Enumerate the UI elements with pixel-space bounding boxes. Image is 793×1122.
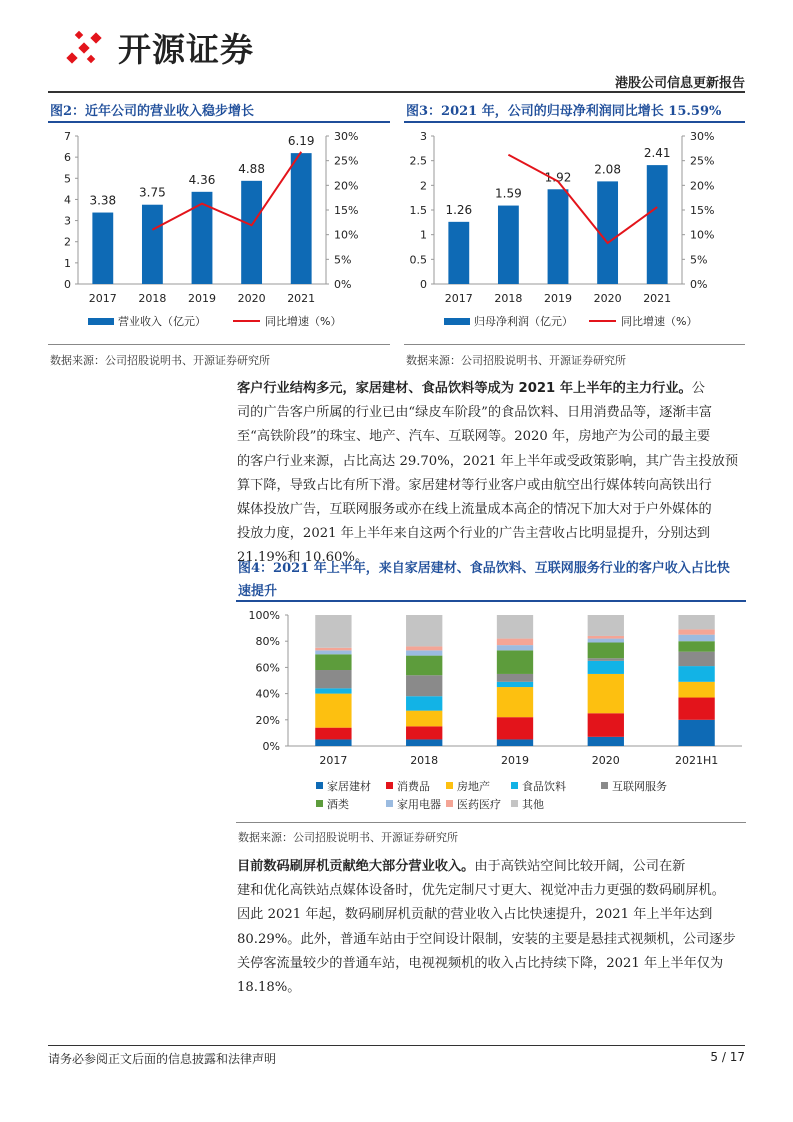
y-tick-label-left: 7 <box>64 130 71 143</box>
paragraph-line: 建和优化高铁站点媒体设备时，优先定制尺寸更大、视觉冲击力更强的数码刷屏机。 <box>237 883 725 899</box>
x-tick-label: 2020 <box>593 292 622 305</box>
legend-label: 医药医疗 <box>457 798 501 811</box>
y-tick-label-left: 0 <box>420 278 427 291</box>
x-tick-label: 2017 <box>88 292 117 305</box>
page-number: 5 / 17 <box>710 1050 745 1064</box>
footer-rule <box>48 1045 745 1046</box>
y-tick-label-left: 1 <box>420 228 427 242</box>
fig4-chart <box>236 603 746 821</box>
legend-label: 食品饮料 <box>522 780 566 793</box>
x-tick-label: 2018 <box>494 292 523 305</box>
fig4-title-line1: 图4：2021 年上半年，来自家居建材、食品饮料、互联网服务行业的客户收入占比快 <box>238 561 730 576</box>
paragraph-line <box>237 855 747 879</box>
stack-segment-酒类 <box>497 650 533 674</box>
paragraph-line <box>237 377 747 401</box>
growth-line <box>508 155 657 243</box>
x-tick-label: 2019 <box>544 292 572 305</box>
paragraph-line: 21.19%和 10.60%。 <box>237 550 369 566</box>
stack-segment-酒类 <box>315 654 351 670</box>
paragraph-line: 80.29%。此外，普通车站由于空间设计限制，安装的主要是悬挂式视频机，公司逐步 <box>237 931 736 947</box>
bar <box>448 222 469 284</box>
legend-swatch <box>386 782 393 789</box>
legend-label: 房地产 <box>457 780 490 793</box>
stack-segment-家居建材 <box>497 739 533 746</box>
bar-value-label: 1.26 <box>445 202 473 217</box>
stack-segment-家用电器 <box>497 645 533 650</box>
legend-swatch <box>511 782 518 789</box>
bar-value-label: 4.36 <box>188 172 216 187</box>
y-tick-label-right: 10% <box>690 228 715 242</box>
paragraph-lead-tail: 公 <box>691 381 705 396</box>
y-tick-label: 80% <box>255 635 280 649</box>
legend-label: 消费品 <box>397 780 430 793</box>
bar-value-label: 6.19 <box>287 134 315 149</box>
stack-segment-互联网服务 <box>315 670 351 688</box>
stack-segment-家用电器 <box>406 650 442 655</box>
legend-label: 互联网服务 <box>612 780 667 793</box>
paragraph-lead: 目前数码刷屏机贡献绝大部分营业收入。 <box>237 859 475 874</box>
header-rule <box>48 91 745 93</box>
paragraph-industry-mix <box>237 377 747 571</box>
bar <box>192 192 213 284</box>
paragraph-lead: 客户行业结构多元，家居建材、食品饮料等成为 2021 年上半年的主力行业。 <box>237 381 692 396</box>
stack-segment-消费品 <box>315 728 351 740</box>
stack-segment-食品饮料 <box>588 661 624 674</box>
stack-segment-酒类 <box>406 656 442 676</box>
legend-swatch <box>446 782 453 789</box>
legend-swatch-bar <box>444 318 470 325</box>
bar-value-label: 2.41 <box>643 146 671 161</box>
fig4-title-line2: 速提升 <box>238 584 278 599</box>
y-tick-label-left: 2.5 <box>409 154 427 168</box>
brand-logo <box>62 22 282 72</box>
legend-label: 营业收入（亿元） <box>118 315 206 328</box>
x-tick-label: 2017 <box>319 754 348 767</box>
y-tick-label-right: 10% <box>334 228 359 242</box>
y-tick-label-left: 0 <box>64 278 71 291</box>
bar-value-label: 1.59 <box>495 186 522 201</box>
stack-segment-家用电器 <box>678 635 714 642</box>
legend-swatch-bar <box>88 318 114 325</box>
fig4-chart-svg <box>236 603 746 821</box>
stack-segment-互联网服务 <box>678 652 714 666</box>
bar <box>647 165 668 284</box>
stack-segment-家居建材 <box>315 739 351 746</box>
fig4-source: 数据来源：公司招股说明书、开源证券研究所 <box>238 831 458 844</box>
fig2-title: 图2：近年公司的营业收入稳步增长 <box>50 104 255 119</box>
stack-segment-家居建材 <box>678 720 714 746</box>
legend-swatch <box>316 782 323 789</box>
fig3-bottom-rule <box>404 344 745 345</box>
stack-segment-消费品 <box>588 713 624 737</box>
y-tick-label-right: 30% <box>334 130 359 143</box>
fig3-source: 数据来源：公司招股说明书、开源证券研究所 <box>406 354 626 367</box>
paragraph-line: 投放力度，2021 年上半年来自这两个行业的广告主营收占比明显提升，分别达到 <box>237 526 710 542</box>
y-tick-label-left: 1.5 <box>409 204 427 217</box>
paragraph-line: 至“高铁阶段”的珠宝、地产、汽车、互联网等。2020 年，房地产为公司的最主要 <box>237 429 711 445</box>
fig3-chart-svg <box>404 124 745 342</box>
bar-value-label: 2.08 <box>594 162 621 177</box>
bar-value-label: 4.88 <box>238 161 265 176</box>
stack-segment-医药医疗 <box>406 646 442 650</box>
stack-segment-食品饮料 <box>497 682 533 687</box>
bar-value-label: 3.75 <box>139 185 166 200</box>
stack-segment-互联网服务 <box>588 658 624 661</box>
legend-label: 酒类 <box>327 798 349 811</box>
legend-label: 同比增速（%） <box>621 315 698 328</box>
stack-segment-酒类 <box>588 643 624 659</box>
y-tick-label-left: 5 <box>64 172 71 186</box>
y-tick-label: 100% <box>248 609 280 622</box>
stack-segment-医药医疗 <box>497 639 533 646</box>
x-tick-label: 2017 <box>444 292 473 305</box>
fig3-title-rule <box>404 121 745 123</box>
paragraph-line: 媒体投放广告，互联网服务或亦在线上流量成本高企的情况下加大对于户外媒体的 <box>237 502 712 518</box>
stack-segment-房地产 <box>497 687 533 717</box>
fig2-chart-svg <box>48 124 390 342</box>
bar <box>498 206 519 284</box>
stack-segment-其他 <box>406 615 442 646</box>
growth-line <box>152 152 301 230</box>
stack-segment-消费品 <box>406 726 442 739</box>
stack-segment-互联网服务 <box>406 675 442 696</box>
legend-label: 家用电器 <box>397 798 441 811</box>
y-tick-label-right: 0% <box>334 278 352 291</box>
y-tick-label-right: 25% <box>334 154 359 168</box>
stack-segment-医药医疗 <box>588 636 624 639</box>
legend-swatch <box>601 782 608 789</box>
y-tick-label-right: 15% <box>690 204 715 217</box>
footer-disclaimer: 请务必参阅正文后面的信息披露和法律声明 <box>48 1052 277 1066</box>
y-tick-label-right: 30% <box>690 130 715 143</box>
stack-segment-医药医疗 <box>678 629 714 634</box>
legend-label: 其他 <box>522 798 544 811</box>
y-tick-label-right: 0% <box>690 278 708 291</box>
fig4-title-rule <box>236 600 746 602</box>
stack-segment-消费品 <box>678 698 714 720</box>
x-tick-label: 2020 <box>591 754 620 767</box>
legend-swatch <box>511 800 518 807</box>
fig3-chart <box>404 124 745 342</box>
stack-segment-房地产 <box>588 674 624 713</box>
stack-segment-房地产 <box>406 711 442 727</box>
bar-value-label: 3.38 <box>89 193 117 208</box>
x-tick-label: 2018 <box>138 292 167 305</box>
stack-segment-家用电器 <box>588 639 624 643</box>
stack-segment-食品饮料 <box>315 688 351 693</box>
y-tick-label-right: 5% <box>690 253 708 267</box>
bar-value-label: 1.92 <box>544 170 572 185</box>
stack-segment-医药医疗 <box>315 648 351 651</box>
y-tick-label-right: 15% <box>334 204 359 217</box>
x-tick-label: 2019 <box>188 292 216 305</box>
stack-segment-其他 <box>678 615 714 629</box>
x-tick-label: 2018 <box>410 754 439 767</box>
y-tick-label-left: 3 <box>420 130 427 143</box>
stack-segment-其他 <box>497 615 533 639</box>
bar <box>92 213 113 284</box>
y-tick-label-left: 6 <box>64 151 71 165</box>
fig4-bottom-rule <box>236 822 746 823</box>
stack-segment-酒类 <box>678 641 714 651</box>
paragraph-line: 算下降，导致占比有所下滑。家居建材等行业客户或由航空出行媒体转向高铁出行 <box>237 477 712 493</box>
stack-segment-家用电器 <box>315 650 351 654</box>
fig2-bottom-rule <box>48 344 390 345</box>
stack-segment-家居建材 <box>406 739 442 746</box>
paragraph-screen-devices <box>237 855 747 1000</box>
fig3-title: 图3：2021 年，公司的归母净利润同比增长 15.59% <box>406 104 722 119</box>
stack-segment-家居建材 <box>588 737 624 746</box>
x-tick-label: 2020 <box>237 292 266 305</box>
legend-swatch <box>386 800 393 807</box>
y-tick-label-right: 25% <box>690 154 715 168</box>
x-tick-label: 2019 <box>501 754 529 767</box>
bar <box>548 189 569 284</box>
y-tick-label-left: 3 <box>64 214 71 228</box>
y-tick-label-right: 20% <box>334 179 359 193</box>
y-tick-label-left: 1 <box>64 256 71 270</box>
stack-segment-其他 <box>588 615 624 636</box>
x-tick-label: 2021 <box>287 292 316 305</box>
y-tick-label-left: 2 <box>64 235 71 249</box>
stack-segment-食品饮料 <box>406 696 442 710</box>
report-type: 港股公司信息更新报告 <box>614 76 745 91</box>
legend-swatch <box>316 800 323 807</box>
brand-logo-icon <box>62 24 110 70</box>
paragraph-lead-rest: 由于高铁站空间比较开阔，公司在新 <box>474 859 686 874</box>
stack-segment-互联网服务 <box>497 674 533 682</box>
legend-label: 家居建材 <box>327 780 371 793</box>
paragraph-line: 因此 2021 年起，数码刷屏机贡献的营业收入占比快速提升，2021 年上半年达到 <box>237 907 713 923</box>
y-tick-label-left: 4 <box>64 193 71 207</box>
stack-segment-消费品 <box>497 717 533 739</box>
bar <box>241 181 262 284</box>
legend-label: 同比增速（%） <box>265 315 342 328</box>
legend-swatch <box>446 800 453 807</box>
y-tick-label: 20% <box>255 713 280 727</box>
paragraph-line: 司的广告客户所属的行业已由“绿皮车阶段”的食品饮料、日用消费品等，逐渐丰富 <box>237 405 713 421</box>
y-tick-label-right: 5% <box>334 253 352 267</box>
x-tick-label: 2021 <box>643 292 672 305</box>
y-tick-label: 40% <box>255 687 280 701</box>
y-tick-label-left: 0.5 <box>409 253 427 267</box>
bar <box>142 205 163 284</box>
x-tick-label: 2021H1 <box>674 754 719 767</box>
stack-segment-房地产 <box>315 694 351 728</box>
paragraph-line: 18.18%。 <box>237 980 301 996</box>
paragraph-line: 关停客流量较少的普通车站，电视视频机的收入占比持续下降，2021 年上半年仅为 <box>237 955 724 971</box>
y-tick-label-right: 20% <box>690 179 715 193</box>
legend-label: 归母净利润（亿元） <box>474 315 573 328</box>
y-tick-label: 60% <box>255 661 280 675</box>
brand-name: 开源证券 <box>118 29 254 69</box>
fig2-source: 数据来源：公司招股说明书、开源证券研究所 <box>50 354 270 367</box>
fig2-title-rule <box>48 121 390 123</box>
paragraph-line: 的客户行业来源，占比高达 29.70%，2021 年上半年或受政策影响，其广告主投放预 <box>237 453 739 469</box>
stack-segment-房地产 <box>678 682 714 698</box>
stack-segment-食品饮料 <box>678 666 714 682</box>
bar <box>291 153 312 284</box>
stack-segment-其他 <box>315 615 351 648</box>
fig2-chart <box>48 124 390 342</box>
y-tick-label-left: 2 <box>420 179 427 193</box>
y-tick-label: 0% <box>262 740 280 753</box>
